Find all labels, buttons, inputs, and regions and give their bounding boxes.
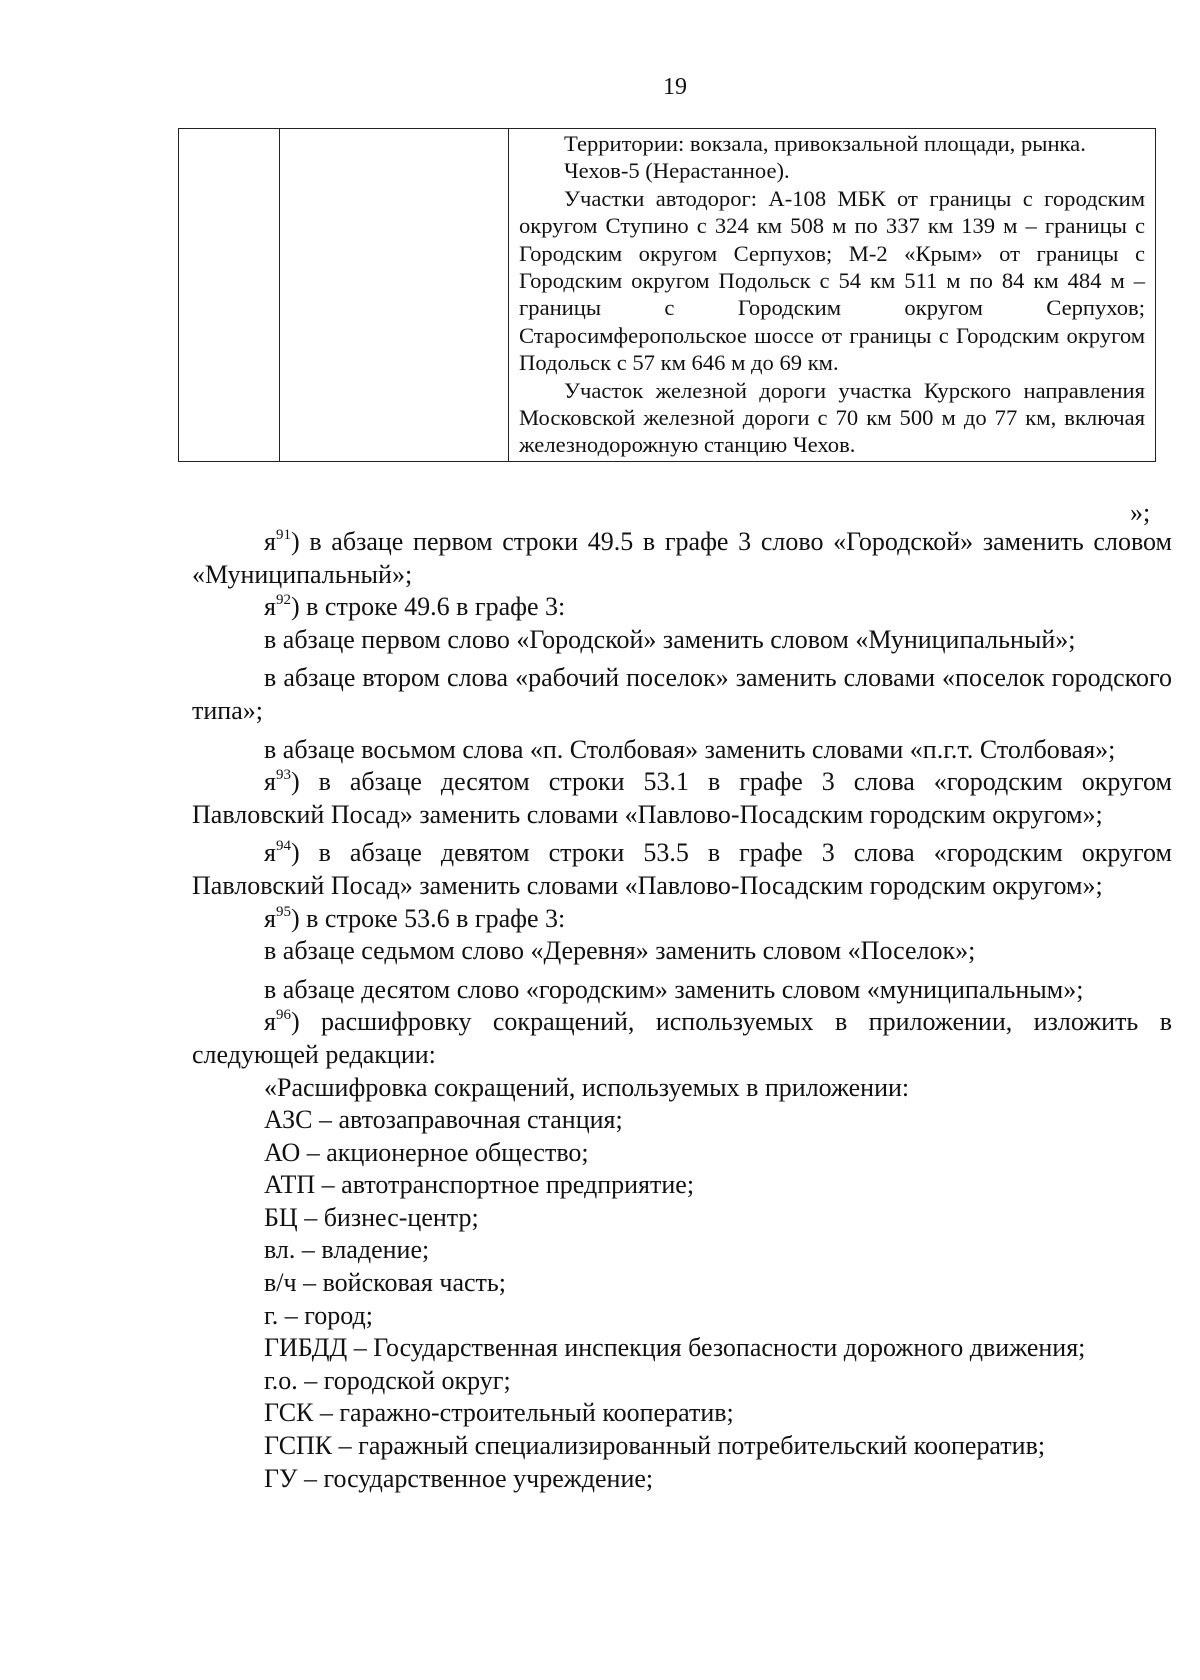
amendment-subitem: в абзаце первом слово «Городской» заменить словом «Муниципальный»;: [264, 624, 1076, 654]
item-superscript: 94: [275, 838, 291, 855]
amendment-item: [192, 903, 1172, 936]
item-superscript: 92: [275, 592, 291, 609]
table-cell-column-1: [179, 129, 280, 462]
amendment-item: [192, 1006, 1172, 1071]
item-superscript: 95: [275, 903, 291, 920]
abbreviations-heading: «Расшифровка сокращений, используемых в приложении:: [264, 1072, 910, 1102]
abbreviation-entry: в/ч – войсковая часть;: [264, 1268, 506, 1298]
item-letter: я: [264, 767, 276, 797]
item-letter: я: [264, 903, 276, 933]
table-row: [179, 129, 1156, 462]
item-letter: я: [264, 592, 276, 622]
abbreviation-entry: АО – акционерное общество;: [264, 1137, 589, 1167]
abbreviation-entry: БЦ – бизнес-центр;: [264, 1202, 479, 1232]
item-superscript: 91: [275, 527, 291, 543]
item-text: ) расшифровку сокращений, используемых в приложении, изложить в следующей редакции:: [192, 1007, 1172, 1069]
cell-paragraph: Чехов-5 (Нерастанное).: [564, 158, 790, 184]
amendment-subitem: в абзаце десятом слово «городским» заменить словом «муниципальным»;: [264, 974, 1084, 1004]
abbreviation-entry: вл. – владение;: [264, 1235, 430, 1265]
item-superscript: 93: [275, 767, 291, 784]
continuation-table: [178, 128, 1156, 462]
amendments-body: [192, 526, 1172, 1495]
abbreviation-entry: АТП – автотранспортное предприятие;: [264, 1170, 695, 1200]
abbreviation-entry: ГИБДД – Государственная инспекция безопасности дорожного движения;: [264, 1333, 1086, 1363]
item-text: ) в абзаце десятом строки 53.1 в графе 3 слова «городским округом Павловский Посад» заменить словами «Павлово-Посадским городским округом»;: [192, 767, 1172, 829]
table-closing-quote: »;: [1130, 498, 1151, 527]
table-cell-column-2: [280, 129, 509, 462]
item-letter: я: [264, 1007, 276, 1037]
abbreviation-entry: ГУ – государственное учреждение;: [264, 1463, 654, 1493]
amendment-subitem: в абзаце восьмом слова «п. Столбовая» заменить словами «п.г.т. Столбовая»;: [264, 734, 1116, 764]
table-cell-column-3: [509, 129, 1156, 462]
abbreviation-entry: АЗС – автозаправочная станция;: [264, 1105, 623, 1135]
item-text: ) в строке 49.6 в графе 3:: [290, 592, 566, 622]
abbreviation-entry: ГСК – гаражно-строительный кооператив;: [264, 1398, 734, 1428]
item-letter: я: [264, 838, 276, 868]
amendment-item: [192, 526, 1172, 591]
abbreviation-entry: г.о. – городской округ;: [264, 1365, 511, 1395]
amendment-subitem: в абзаце втором слова «рабочий поселок» заменить словами «поселок городского типа»;: [192, 663, 1172, 725]
item-text: ) в абзаце девятом строки 53.5 в графе 3 слова «городским округом Павловский Посад» заменить словами «Павлово-Посадским городским округом»;: [192, 838, 1172, 900]
cell-paragraph: Участок железной дороги участка Курского направления Московской железной дороги с 70 км 500 м до 77 км, включая железнодорожную станцию Чехов.: [519, 377, 1145, 458]
item-superscript: 96: [275, 1007, 291, 1024]
item-text: ) в абзаце первом строки 49.5 в графе 3 слово «Городской» заменить словом «Муниципальный»;: [192, 527, 1172, 589]
page-number: 19: [663, 74, 687, 100]
amendment-item: [192, 837, 1172, 902]
cell-paragraph: Участки автодорог: А-108 МБК от границы с городским округом Ступино с 324 км 508 м по 337 км 139 м – границы с Городским округом Серпухов; М-2 «Крым» от границы с Городским округом Подольск с 54 км 511 м по 84 км 484 м – границы с Городским округом Серпухов; Старосимферопольское шоссе от границы с Городским округом Подольск с 57 км 646 м до 69 км.: [519, 185, 1145, 376]
item-letter: я: [264, 527, 276, 556]
item-text: ) в строке 53.6 в графе 3:: [290, 903, 566, 933]
abbreviation-entry: ГСПК – гаражный специализированный потребительский кооператив;: [264, 1431, 1046, 1461]
amendment-item: [192, 591, 1172, 624]
cell-paragraph: Территории: вокзала, привокзальной площади, рынка.: [564, 131, 1086, 156]
amendment-item: [192, 766, 1172, 831]
amendment-subitem: в абзаце седьмом слово «Деревня» заменить словом «Поселок»;: [264, 936, 976, 966]
abbreviation-entry: г. – город;: [264, 1300, 373, 1330]
